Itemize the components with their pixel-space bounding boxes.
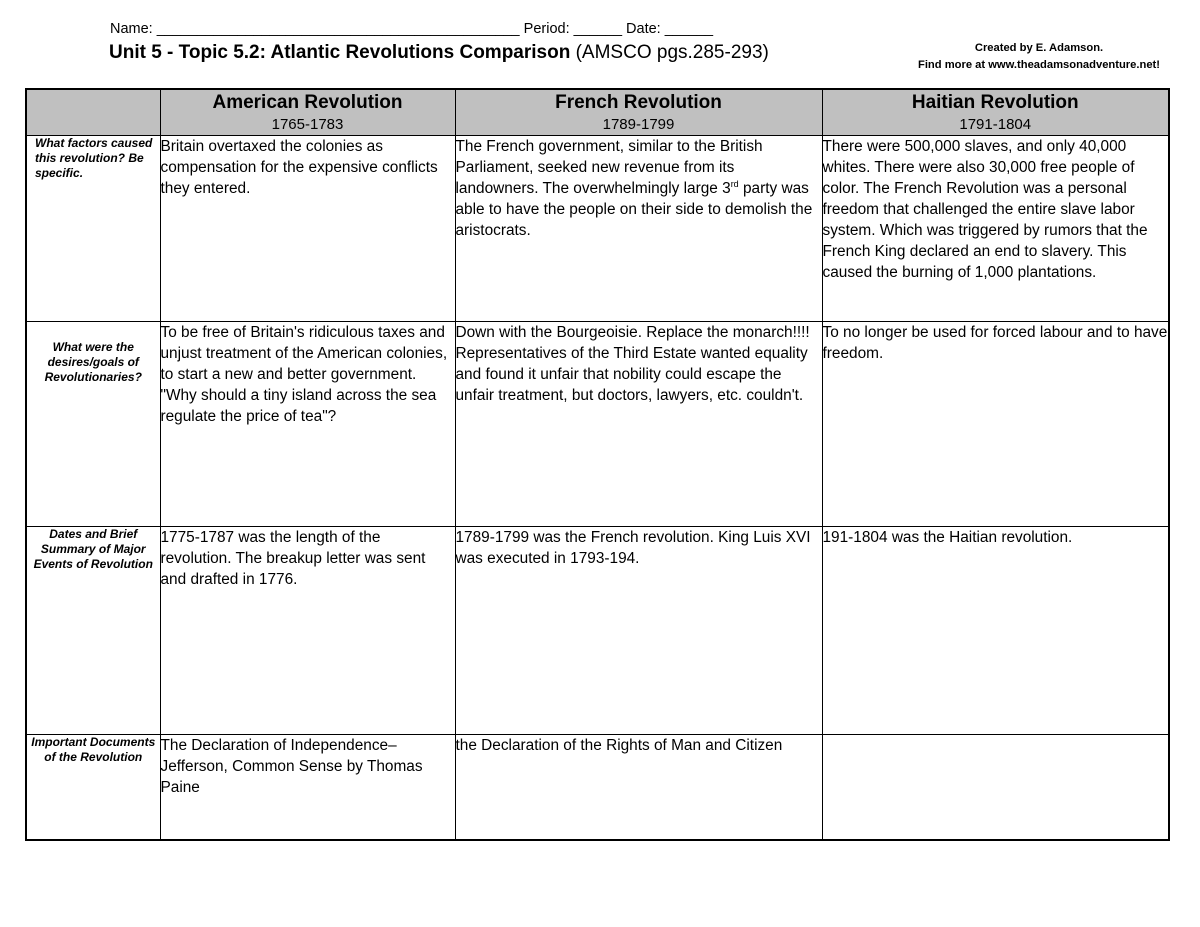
credit-author: Created by E. Adamson.: [974, 42, 1104, 54]
answer-text: The French government, similar to the British Parliament, seeked new revenue from its landowners. The overwhelmingly large 3: [455, 138, 763, 197]
answer-american: Britain overtaxed the colonies as compensation for the expensive conflicts they entered.: [160, 136, 455, 322]
column-years: 1765-1783: [271, 116, 344, 133]
column-years: 1791-1804: [959, 116, 1032, 133]
answer-french: Down with the Bourgeoisie. Replace the monarch!!!! Representatives of the Third Estate wanted equality and found it unfair that nobility could escape the unfair treatment, but doctors, lawyers, etc. couldn't.: [455, 322, 822, 527]
column-header-haitian: [822, 89, 1169, 136]
answer-american: 1775-1787 was the length of the revolution. The breakup letter was sent and drafted in 1776.: [160, 527, 455, 735]
answer-haitian: 191-1804 was the Haitian revolution.: [822, 527, 1169, 735]
page-title-pages: (AMSCO pgs.285-293): [570, 42, 769, 63]
table-row: [26, 735, 1169, 841]
page-title: [109, 42, 769, 64]
page-title-main: Unit 5 - Topic 5.2: Atlantic Revolutions Comparison: [109, 42, 571, 63]
column-years: 1789-1799: [602, 116, 675, 133]
header-corner-cell: [26, 89, 160, 136]
row-question: Dates and Brief Summary of Major Events of Revolution: [26, 527, 160, 735]
column-title: French Revolution: [555, 92, 722, 113]
column-header-american: [160, 89, 455, 136]
table-header-row: [26, 89, 1169, 136]
answer-french: 1789-1799 was the French revolution. King Luis XVI was executed in 1793-194.: [455, 527, 822, 735]
ordinal-suffix: rd: [730, 178, 739, 189]
answer-haitian: To no longer be used for forced labour and to have freedom.: [822, 322, 1169, 527]
row-question: What factors caused this revolution? Be specific.: [26, 136, 160, 322]
row-question: Important Documents of the Revolution: [26, 735, 160, 841]
row-question: What were the desires/goals of Revolutionaries?: [26, 322, 160, 527]
table-row: [26, 322, 1169, 527]
creator-credit: [895, 40, 1183, 74]
answer-text: party was able to have the people on their side to demolish the aristocrats.: [455, 180, 813, 239]
answer-french: [455, 136, 822, 322]
name-period-date-line: Name: _____________________________________________ Period: ______ Date: ______: [110, 21, 714, 37]
table-row: [26, 527, 1169, 735]
column-title: Haitian Revolution: [911, 92, 1079, 113]
column-title: American Revolution: [212, 92, 403, 113]
answer-american: The Declaration of Independence–Jefferson, Common Sense by Thomas Paine: [160, 735, 455, 841]
table-row: [26, 136, 1169, 322]
column-header-french: [455, 89, 822, 136]
answer-haitian: There were 500,000 slaves, and only 40,000 whites. There were also 30,000 free people of color. The French Revolution was a personal freedom that challenged the entire slave labor system. Which was triggered by rumors that the French King declared an end to slavery. This caused the burning of 1,000 plantations.: [822, 136, 1169, 322]
answer-haitian: [822, 735, 1169, 841]
answer-american: To be free of Britain's ridiculous taxes and unjust treatment of the American colonies, to start a new and better government. "Why should a tiny island across the sea regulate the price of tea"?: [160, 322, 455, 527]
credit-website: Find more at www.theadamsonadventure.net!: [917, 59, 1161, 71]
comparison-table: [25, 88, 1170, 841]
answer-french: the Declaration of the Rights of Man and Citizen: [455, 735, 822, 841]
